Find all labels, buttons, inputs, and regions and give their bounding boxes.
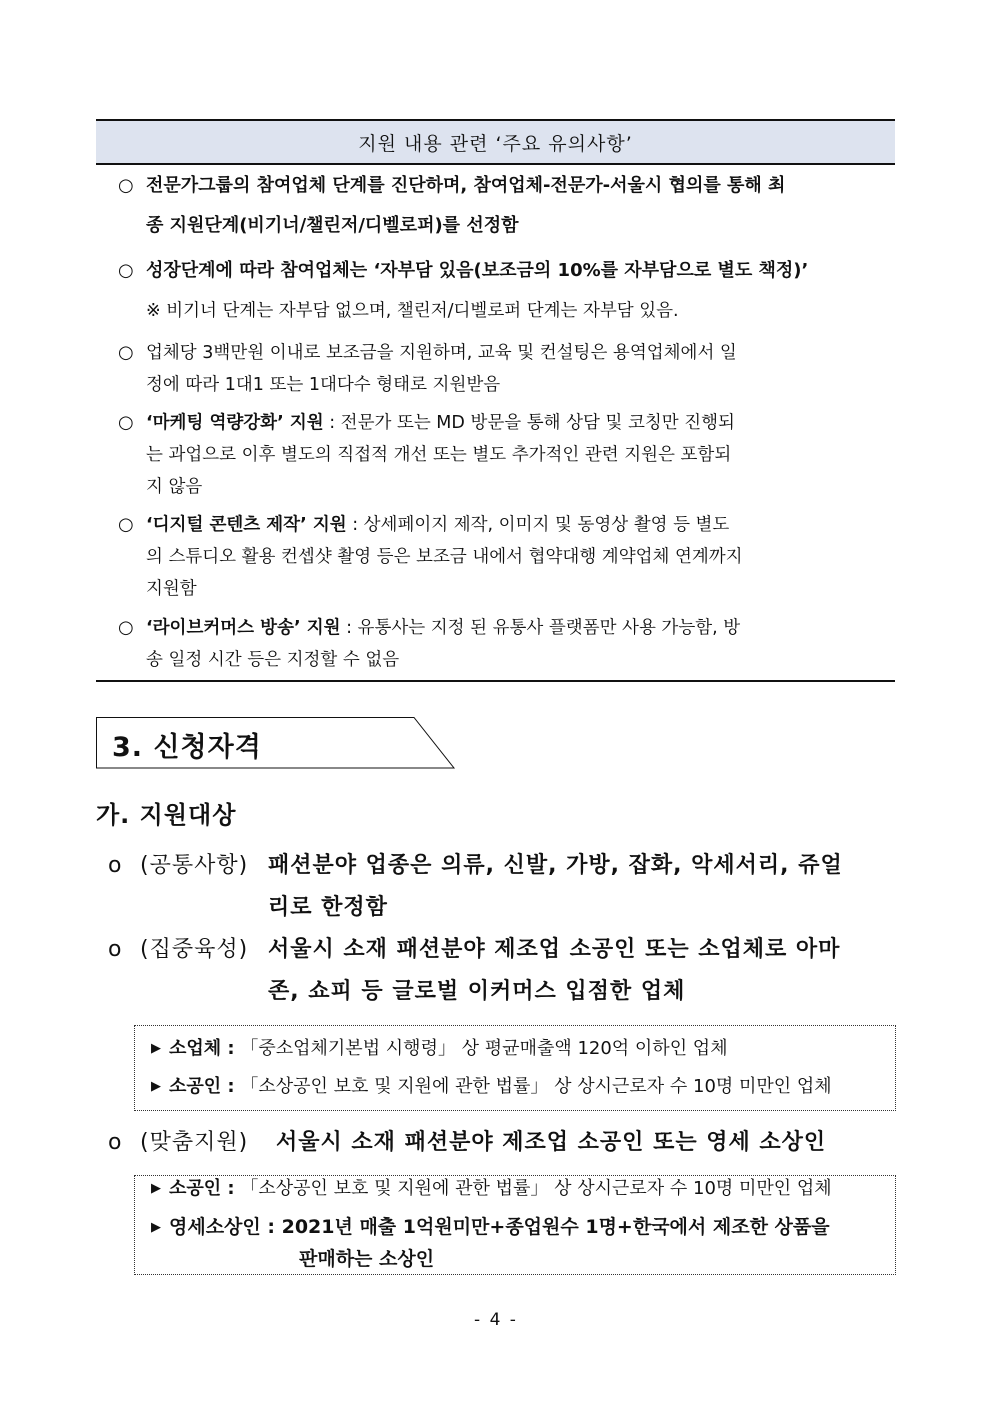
triangle-bullet-icon: ▶ (151, 1041, 161, 1056)
circle-bullet-icon: ○ (118, 617, 134, 638)
notice-item-4: ○ ‘마케팅 역량강화’ 지원 : 전문가 또는 MD 방문을 통해 상담 및 코칭만 진행되 는 과업으로 이후 별도의 직접적 개선 또는 별도 추가적인 관련 지원은 포함되 지 않음 (118, 407, 888, 503)
circle-bullet-icon: ○ (118, 175, 134, 196)
common-text-line2: 리로 한정함 (268, 895, 388, 920)
notice-title: 지원 내용 관련 ‘주요 유의사항’ (358, 132, 633, 155)
notice-footnote: ※ 비기너 단계는 자부담 없으며, 챌린저/디벨로퍼 단계는 자부담 있음. (146, 301, 679, 321)
common-text-line1: 패션분야 업종은 의류, 신발, 가방, 잡화, 악세서리, 쥬얼 (268, 853, 843, 878)
notice-item-1: ○ 전문가그룹의 참여업체 단계를 진단하며, 참여업체-전문가-서울시 협의를 통해 최 종 지원단계(비기너/챌린저/디벨로퍼)를 선정함 (118, 170, 888, 240)
notice-bottom-border (96, 680, 895, 682)
triangle-bullet-icon: ▶ (151, 1079, 161, 1094)
o-bullet-icon: o (108, 937, 123, 962)
definition-row: ▶ 소공인 : 「소상공인 보호 및 지원에 관한 법률」 상 상시근로자 수 10명 미만인 업체 (151, 1170, 832, 1208)
definition-row: ▶ 소공인 : 「소상공인 보호 및 지원에 관한 법률」 상 상시근로자 수 10명 미만인 업체 (151, 1068, 832, 1106)
custom-text: 서울시 소재 패션분야 제조업 소공인 또는 영세 소상인 (276, 1130, 827, 1155)
subsection-title: 가. 지원대상 (96, 801, 237, 829)
circle-bullet-icon: ○ (118, 260, 134, 281)
triangle-bullet-icon: ▶ (151, 1220, 161, 1235)
notice-item-2: ○ 성장단계에 따라 참여업체는 ‘자부담 있음(보조금의 10%를 자부담으로 별도 책정)’ ※ 비기너 단계는 자부담 없으며, 챌린저/디벨로퍼 단계는 자부담 있음. (118, 255, 888, 325)
notice-header (96, 119, 895, 164)
page-number: - 4 - (474, 1310, 518, 1330)
custom-label: (맞춤지원) (140, 1130, 249, 1155)
definition-row: ▶ 소업체 : 「중소업체기본법 시행령」 상 평균매출액 120억 이하인 업체 (151, 1030, 728, 1068)
o-bullet-icon: o (108, 853, 123, 878)
notice-item-6: ○ ‘라이브커머스 방송’ 지원 : 유통사는 지정 된 유통사 플랫폼만 사용 가능함, 방 송 일정 시간 등은 지정할 수 없음 (118, 612, 888, 676)
intensive-label: (집중육성) (140, 937, 249, 962)
common-label: (공통사항) (140, 853, 249, 878)
notice-item-3: ○ 업체당 3백만원 이내로 보조금을 지원하며, 교육 및 컨설팅은 용역업체에서 일 정에 따라 1대1 또는 1대다수 형태로 지원받음 (118, 337, 888, 401)
triangle-bullet-icon: ▶ (151, 1181, 161, 1196)
definition-row-continued: 판매하는 소상인 (299, 1248, 435, 1270)
section-title: 3. 신청자격 (112, 732, 262, 763)
intensive-text-line2: 존, 쇼피 등 글로벌 이커머스 입점한 업체 (268, 979, 686, 1004)
intensive-text-line1: 서울시 소재 패션분야 제조업 소공인 또는 소업체로 아마 (268, 937, 841, 962)
circle-bullet-icon: ○ (118, 412, 134, 433)
definition-row: ▶ 영세소상인 : 2021년 매출 1억원미만+종업원수 1명+한국에서 제조한 상품을 (151, 1208, 830, 1247)
circle-bullet-icon: ○ (118, 514, 134, 535)
circle-bullet-icon: ○ (118, 342, 134, 363)
notice-header-divider (96, 164, 895, 165)
definition-box-1 (134, 1025, 896, 1111)
notice-item-5: ○ ‘디지털 콘텐츠 제작’ 지원 : 상세페이지 제작, 이미지 및 동영상 촬영 등 별도 의 스튜디오 활용 컨셉샷 촬영 등은 보조금 내에서 협약대행 계약업체 연계까지 지원함 (118, 509, 888, 605)
o-bullet-icon: o (108, 1130, 123, 1155)
definition-box-2 (134, 1175, 896, 1275)
